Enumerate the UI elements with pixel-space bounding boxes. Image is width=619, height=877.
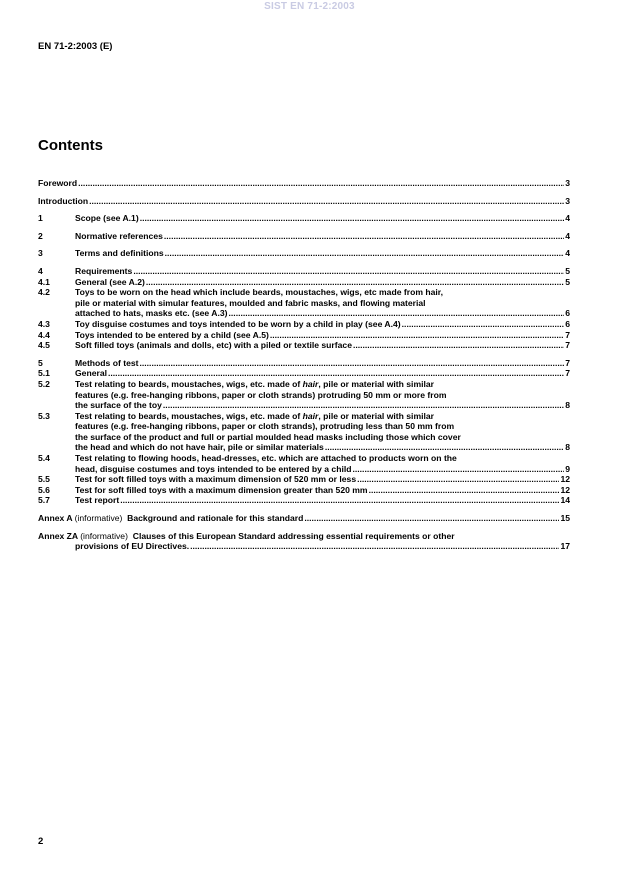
- toc-page-number: 4: [565, 213, 570, 224]
- toc-entry-text: Test for soft filled toys with a maximum dimension of 520 mm or less: [75, 474, 357, 485]
- toc-section-number: 3: [38, 248, 43, 259]
- toc-entry-text: the surface of the product and full or partial moulded head masks including those which cover: [75, 431, 461, 442]
- toc-entry-5-5[interactable]: [38, 474, 570, 485]
- page-number: 2: [38, 836, 44, 847]
- toc-section-number: 4.1: [38, 276, 50, 287]
- toc-entry-3[interactable]: [38, 248, 570, 259]
- toc-page-number: 12: [560, 484, 570, 495]
- leader-dots: [163, 400, 564, 411]
- annex-qualifier: (informative): [74, 513, 123, 524]
- toc-entry-annex-za[interactable]: [38, 531, 570, 552]
- toc-section-number: 5.3: [38, 410, 50, 421]
- toc-entry-5-6[interactable]: [38, 485, 570, 496]
- toc-entry-text: Annex ZA (informative) Clauses of this European Standard addressing essential requirements or other: [38, 530, 455, 541]
- toc-entry-5-4[interactable]: [38, 453, 570, 474]
- leader-dots: [369, 485, 560, 496]
- leader-dots: [353, 464, 565, 475]
- leader-dots: [190, 541, 559, 552]
- toc-section-number: 5.7: [38, 495, 50, 506]
- italic-term: hair: [302, 410, 319, 421]
- toc-entry-text: Foreword: [38, 178, 78, 188]
- toc-entry-text: Requirements: [75, 265, 133, 276]
- toc-entry-4-5[interactable]: [38, 340, 570, 351]
- toc-entry-5-2[interactable]: [38, 379, 570, 411]
- toc-section-number: 4: [38, 265, 43, 276]
- toc-entry-text: Test relating to flowing hoods, head-dresses, etc. which are attached to products worn on the: [75, 453, 457, 464]
- toc-section-number: 5.5: [38, 474, 50, 485]
- leader-dots: [164, 231, 564, 242]
- toc-page-number: 7: [565, 329, 570, 340]
- leader-dots: [89, 196, 564, 207]
- toc-entry-text: features (e.g. free-hanging ribbons, paper or cloth strands), protruding less than 50 mm from: [75, 421, 455, 432]
- leader-dots: [78, 178, 564, 189]
- leader-dots: [165, 248, 565, 259]
- table-of-contents: [38, 178, 570, 552]
- leader-dots: [140, 358, 565, 369]
- toc-section-number: 5.6: [38, 484, 50, 495]
- toc-entry-text: Normative references: [75, 230, 163, 241]
- page-title: Contents: [38, 137, 103, 154]
- toc-section-number: 4.4: [38, 329, 50, 340]
- leader-dots: [133, 266, 564, 277]
- leader-dots: [120, 495, 559, 506]
- toc-page-number: 4: [565, 230, 570, 241]
- toc-entry-4-4[interactable]: [38, 330, 570, 341]
- toc-entry-5[interactable]: [38, 358, 570, 369]
- toc-entry-4-2[interactable]: [38, 287, 570, 319]
- toc-entry-text: Annex A (informative) Background and rationale for this standard: [38, 513, 304, 524]
- leader-dots: [304, 513, 559, 524]
- toc-entry-4-1[interactable]: [38, 277, 570, 288]
- leader-dots: [402, 319, 565, 330]
- toc-entry-text: General (see A.2): [75, 276, 145, 287]
- document-id: EN 71-2:2003 (E): [38, 41, 113, 52]
- toc-entry-text: the surface of the toy: [75, 400, 162, 411]
- toc-entry-text: provisions of EU Directives.: [75, 541, 190, 552]
- toc-entry-5-1[interactable]: [38, 368, 570, 379]
- toc-entry-foreword[interactable]: [38, 178, 570, 189]
- toc-section-number: 5: [38, 357, 43, 368]
- toc-page-number: 3: [565, 178, 570, 188]
- toc-page-number: 6: [565, 318, 570, 329]
- toc-section-number: 1: [38, 213, 43, 224]
- toc-entry-1[interactable]: [38, 213, 570, 224]
- leader-dots: [146, 277, 564, 288]
- annex-label: Annex ZA: [38, 530, 78, 541]
- watermark: SIST EN 71-2:2003: [264, 1, 355, 12]
- toc-section-number: 4.3: [38, 318, 50, 329]
- toc-page-number: 12: [560, 474, 570, 485]
- toc-page-number: 9: [565, 463, 570, 474]
- leader-dots: [325, 442, 564, 453]
- toc-section-number: 5.4: [38, 453, 50, 464]
- toc-entry-4[interactable]: [38, 266, 570, 277]
- leader-dots: [353, 340, 564, 351]
- toc-page-number: 17: [560, 541, 570, 552]
- toc-entry-text: Test report: [75, 495, 120, 506]
- annex-qualifier: (informative): [80, 530, 128, 541]
- toc-page-number: 4: [565, 248, 570, 259]
- toc-page-number: 7: [565, 357, 570, 368]
- toc-section-number: 5.1: [38, 368, 50, 379]
- toc-section-number: 5.2: [38, 378, 50, 389]
- leader-dots: [357, 474, 559, 485]
- toc-entry-text: head, disguise costumes and toys intended to be entered by a child: [75, 463, 352, 474]
- toc-entry-4-3[interactable]: [38, 319, 570, 330]
- toc-entry-text: features (e.g. free-hanging ribbons, paper or cloth strands) protruding 50 mm or more from: [75, 389, 447, 400]
- toc-entry-text: Toys to be worn on the head which include beards, moustaches, wigs, etc made from hair,: [75, 287, 444, 298]
- toc-entry-text: Scope (see A.1): [75, 213, 139, 224]
- toc-entry-5-3[interactable]: [38, 411, 570, 453]
- toc-page-number: 8: [565, 442, 570, 453]
- toc-entry-text: Toys intended to be entered by a child (see A.5): [75, 329, 269, 340]
- toc-page-number: 14: [560, 495, 570, 506]
- leader-dots: [108, 368, 564, 379]
- toc-page-number: 6: [565, 308, 570, 319]
- toc-entry-annex-a[interactable]: [38, 513, 570, 524]
- toc-entry-text: Soft filled toys (animals and dolls, etc) with a piled or textile surface: [75, 340, 352, 351]
- toc-entry-text: Test relating to beards, moustaches, wigs, etc. made of hair, pile or material with similar: [75, 410, 434, 421]
- toc-entry-text: Toy disguise costumes and toys intended to be worn by a child in play (see A.4): [75, 318, 401, 329]
- toc-entry-text: attached to hats, masks etc. (see A.3): [75, 308, 228, 319]
- toc-entry-text: General: [75, 368, 108, 379]
- leader-dots: [270, 330, 564, 341]
- annex-label: Annex A: [38, 513, 73, 524]
- toc-entry-2[interactable]: [38, 231, 570, 242]
- toc-section-number: 2: [38, 230, 43, 241]
- toc-page-number: 5: [565, 265, 570, 276]
- toc-entry-5-7[interactable]: [38, 495, 570, 506]
- toc-entry-text: Terms and definitions: [75, 248, 164, 259]
- leader-dots: [229, 308, 565, 319]
- toc-section-number: 4.5: [38, 340, 50, 351]
- toc-page-number: 3: [565, 195, 570, 206]
- toc-page-number: 5: [565, 276, 570, 287]
- toc-entry-introduction[interactable]: [38, 196, 570, 207]
- toc-page-number: 15: [560, 513, 570, 524]
- leader-dots: [140, 213, 565, 224]
- toc-section-number: 4.2: [38, 287, 50, 298]
- toc-entry-text: Test for soft filled toys with a maximum dimension greater than 520 mm: [75, 484, 368, 495]
- toc-page-number: 7: [565, 368, 570, 379]
- toc-entry-text: Methods of test: [75, 357, 139, 368]
- toc-entry-text: Introduction: [38, 195, 89, 206]
- italic-term: hair: [302, 378, 319, 389]
- toc-entry-text: pile or material with simular features, moulded and fabric masks, and flowing material: [75, 297, 426, 308]
- toc-entry-text: the head and which do not have hair, pile or similar materials: [75, 442, 324, 453]
- toc-page-number: 7: [565, 340, 570, 351]
- toc-entry-text: Test relating to beards, moustaches, wigs, etc. made of hair, pile or material with similar: [75, 378, 434, 389]
- toc-page-number: 8: [565, 400, 570, 411]
